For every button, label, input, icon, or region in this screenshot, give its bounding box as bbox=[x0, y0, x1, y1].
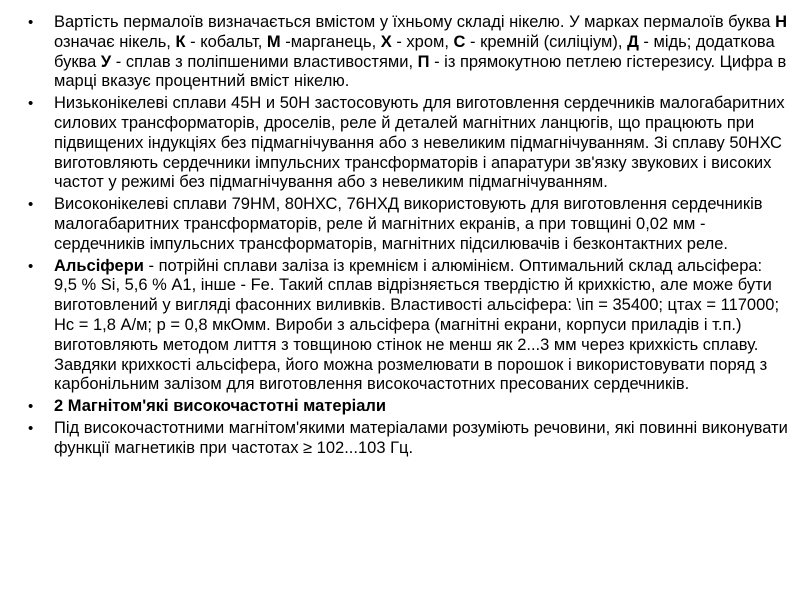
bullet-dot-icon: • bbox=[28, 398, 34, 416]
bold-term: К bbox=[175, 32, 186, 51]
bullet-text bbox=[54, 94, 785, 191]
bullet-list bbox=[28, 13, 788, 461]
text-run: - сплав з поліпшеними властивостями, bbox=[111, 52, 418, 71]
text-run: - кобальт, bbox=[185, 32, 267, 51]
bullet-dot-icon: • bbox=[28, 14, 34, 31]
text-run: -марганець, bbox=[280, 32, 381, 51]
bullet-item bbox=[28, 397, 788, 417]
bold-term: М bbox=[266, 32, 281, 51]
bullet-dot-icon: • bbox=[28, 196, 34, 214]
bullet-dot-icon: • bbox=[28, 419, 34, 437]
bold-term: У bbox=[100, 52, 112, 71]
bullet-text bbox=[54, 397, 386, 415]
bold-term: 2 Магнітом'які високочастотні матеріали bbox=[54, 397, 387, 416]
text-run: Високонікелеві сплави 79НМ, 80НХС, 76НХД використовують для виготовлення сердечників малогабаритних трансформаторів, реле й магнітних екранів, а при товщині 0,02 мм - сердечників імпульсних трансформаторів, магнітних підсилювачів і безконтактних реле. bbox=[54, 195, 763, 253]
bullet-text bbox=[54, 195, 763, 253]
bullet-text bbox=[54, 257, 779, 394]
text-run: - кремній (силіцiум), bbox=[465, 32, 628, 51]
bold-term: Д bbox=[627, 32, 639, 51]
bullet-item bbox=[28, 419, 788, 459]
bullet-text bbox=[54, 13, 787, 90]
text-run: - мідь; додаткова буква bbox=[54, 32, 775, 71]
text-run: - із прямокутною петлею гістерезису. Цифра в марці вказує процентний вміст нікелю. bbox=[54, 52, 787, 91]
bold-term: Альсіфери bbox=[54, 256, 144, 275]
bold-term: Н bbox=[775, 13, 787, 31]
bullet-dot-icon: • bbox=[28, 95, 34, 113]
text-run: Під високочастотними магнітом'якими матеріалами розуміють речовини, які повинні виконувати функції магнетиків при частотах ≥ 102...103 Гц. bbox=[54, 418, 788, 457]
bullet-item bbox=[28, 13, 788, 92]
bold-term: Х bbox=[380, 32, 392, 51]
text-run: - потрійні сплави заліза із кремнієм і алюмінієм. Оптимальний склад альсіфера: 9,5 % Si, 5,6 % А1, інше - Fe. Такий сплав відрізняється твердістю й крихкістю, але може бути виготовлений у вигляді фасонних виливків. Властивості альсіфера: \іп = 35400; цтах = 117000; Нс = 1,8 А/м; р = 0,8 мкОмм. Вироби з альсіфера (магнітні екрани, корпуси приладів і т.п.) виготовляють методом лиття з товщиною стінок не менш як 2...3 мм через крихкість сплаву. Завдяки крихкості альсіфера, його можна розмелювати в порошок і використовувати поряд з карбонільним залізом для виготовлення високочастотних пресованих сердечників. bbox=[54, 256, 780, 394]
bullet-text bbox=[54, 419, 788, 457]
text-run: Низьконікелеві сплави 45Н и 50Н застосовують для виготовлення сердечників малогабаритних силових трансформаторів, дроселів, реле й деталей магнітних ланцюгів, що працюють при підвищених індукціях без підмагнічування або з невеликим підмагнічуванням. Зі сплаву 50НХС виготовляють сердечники імпульсних трансформаторів і апаратури зв'язку звукових і високих частот у режимі без підмагнічування або з невеликим підмагнічуванням. bbox=[54, 94, 785, 192]
bullet-item bbox=[28, 257, 788, 396]
text-run: Вартість пермалоїв визначається вмістом у їхньому складі нікелю. У марках пермалоїв буква bbox=[54, 13, 776, 31]
bold-term: С bbox=[453, 32, 466, 51]
bullet-item bbox=[28, 195, 788, 254]
bold-term: П bbox=[417, 52, 430, 71]
text-run: означає нікель, bbox=[54, 32, 176, 51]
bullet-dot-icon: • bbox=[28, 257, 34, 275]
text-run: - хром, bbox=[391, 32, 454, 51]
bullet-item bbox=[28, 94, 788, 193]
